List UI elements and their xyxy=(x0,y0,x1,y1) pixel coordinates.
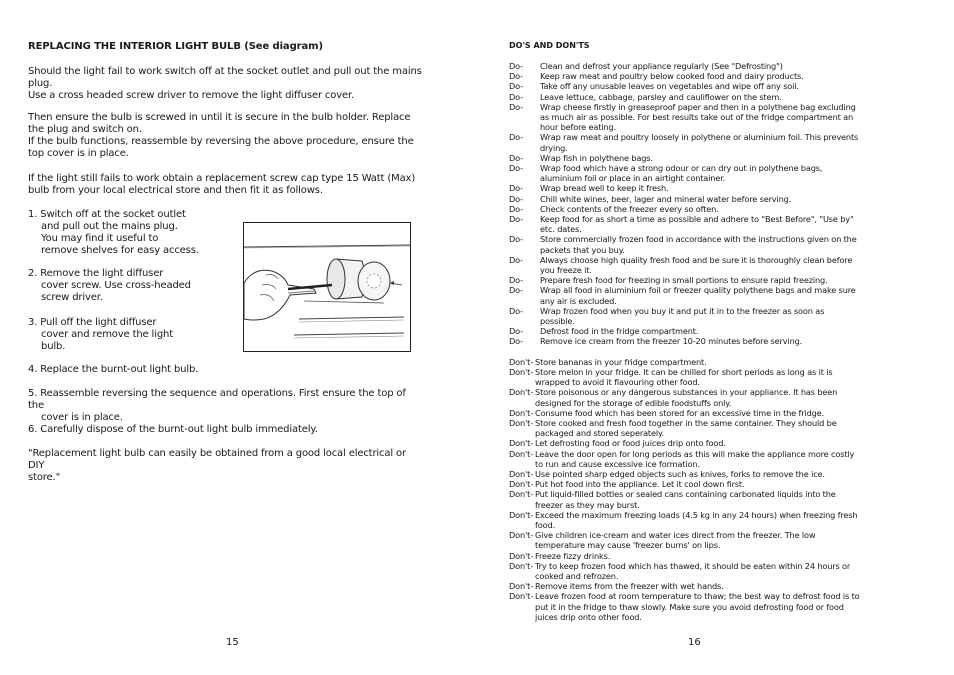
closing-line: store." xyxy=(28,472,61,483)
dont-prefix: Don't- xyxy=(509,438,534,449)
step-2 xyxy=(28,268,228,304)
do-text: Always choose high quality fresh food and be sure it is thoroughly clean before you freeze it. xyxy=(540,254,853,276)
right-page xyxy=(477,0,954,675)
para-text: Then ensure the bulb is screwed in until it is secure in the bulb holder. Replace the plug and switch on. xyxy=(28,112,411,135)
dont-item xyxy=(509,479,861,489)
step-text: cover is in place. xyxy=(41,412,123,423)
dont-item xyxy=(509,449,861,469)
section-title: REPLACING THE INTERIOR LIGHT BULB (See diagram) xyxy=(28,41,323,52)
step-4 xyxy=(28,364,423,376)
do-item xyxy=(509,255,861,275)
do-text: Prepare fresh food for freezing in small portions to ensure rapid freezing. xyxy=(540,275,828,286)
dont-text: Put liquid-filled bottles or sealed cans containing carbonated liquids into the freezer as they may burst. xyxy=(535,489,836,510)
dont-prefix: Don't- xyxy=(509,468,534,479)
dont-text: Store melon in your fridge. It can be chilled for short periods as long as it is wrapped to avoid it flavouring other food. xyxy=(535,366,833,388)
do-text: Keep raw meat and poultry below cooked food and dairy products. xyxy=(540,71,804,82)
light-bulb-diagram xyxy=(243,222,411,352)
do-prefix: Do- xyxy=(509,326,523,337)
do-text: Keep food for as short a time as possible and adhere to "Best Before", "Use by" etc. dates. xyxy=(540,214,854,235)
closing-line: "Replacement light bulb can easily be obtained from a good local electrical or DIY xyxy=(28,448,406,471)
do-text: Store commercially frozen food in accordance with the instructions given on the packets that you buy. xyxy=(540,234,857,255)
dont-prefix: Don't- xyxy=(509,591,534,602)
paragraph xyxy=(28,112,423,160)
para-text: Use a cross headed screw driver to remove the light diffuser cover. xyxy=(28,90,355,101)
step-6 xyxy=(28,424,423,436)
dont-item xyxy=(509,418,861,438)
diagram-illustration xyxy=(244,223,410,351)
do-prefix: Do- xyxy=(509,254,523,265)
do-text: Leave lettuce, cabbage, parsley and cauliflower on the stem. xyxy=(540,91,782,102)
do-item xyxy=(509,275,861,285)
dont-prefix: Don't- xyxy=(509,489,534,500)
page-number: 16 xyxy=(688,637,701,648)
step-text: 1. Switch off at the socket outlet xyxy=(28,209,186,220)
do-item xyxy=(509,183,861,193)
dont-item xyxy=(509,357,861,367)
do-item xyxy=(509,326,861,336)
paragraph: If the light still fails to work obtain a replacement screw cap type 15 Watt (Max) bulb from your local electrical store and then fit it as follows. xyxy=(28,173,416,196)
do-text: Wrap food which have a strong odour or can dry out in polythene bags, aluminium foil or place in an airtight container. xyxy=(540,163,823,184)
step-text: screw driver. xyxy=(41,292,103,303)
dont-prefix: Don't- xyxy=(509,366,534,377)
do-prefix: Do- xyxy=(509,132,523,143)
step-3 xyxy=(28,317,228,353)
do-item xyxy=(509,204,861,214)
do-text: Check contents of the freezer every so often. xyxy=(540,203,719,214)
dont-text: Use pointed sharp edged objects such as knives, forks to remove the ice. xyxy=(535,468,825,479)
dont-prefix: Don't- xyxy=(509,417,534,428)
do-item xyxy=(509,132,861,152)
dont-prefix: Don't- xyxy=(509,581,534,592)
do-prefix: Do- xyxy=(509,203,523,214)
dont-item xyxy=(509,438,861,448)
step-text: cover screw. Use cross-headed xyxy=(41,280,191,291)
dont-item xyxy=(509,530,861,550)
do-text: Clean and defrost your appliance regularly (See "Defrosting") xyxy=(540,61,783,71)
step-text: remove shelves for easy access. xyxy=(41,245,199,256)
do-item xyxy=(509,285,861,305)
dont-prefix: Don't- xyxy=(509,530,534,541)
step-5 xyxy=(28,388,423,424)
dont-text: Consume food which has been stored for an excessive time in the fridge. xyxy=(535,407,825,418)
section-title: DO'S AND DON'TS xyxy=(509,41,590,50)
dont-prefix: Don't- xyxy=(509,560,534,571)
dont-item xyxy=(509,489,861,509)
dont-prefix: Don't- xyxy=(509,356,534,367)
do-item xyxy=(509,153,861,163)
dont-item xyxy=(509,408,861,418)
step-text: bulb. xyxy=(41,341,66,352)
dont-prefix: Don't- xyxy=(509,448,534,459)
step-text: You may find it useful to xyxy=(41,233,159,244)
dont-text: Store cooked and fresh food together in the same container. They should be packaged and stored seperately. xyxy=(535,417,837,439)
do-prefix: Do- xyxy=(509,81,523,92)
do-text: Wrap frozen food when you buy it and put it in to the freezer as soon as possible. xyxy=(540,305,825,327)
do-prefix: Do- xyxy=(509,275,523,286)
dont-item xyxy=(509,387,861,407)
do-item xyxy=(509,92,861,102)
dont-prefix: Don't- xyxy=(509,479,534,490)
dont-text: Try to keep frozen food which has thawed, it should be eaten within 24 hours or cooked and refrozen. xyxy=(535,560,851,581)
dont-text: Freeze fizzy drinks. xyxy=(535,550,611,561)
do-item xyxy=(509,194,861,204)
do-text: Chill white wines, beer, lager and mineral water before serving. xyxy=(540,193,792,204)
dont-item xyxy=(509,551,861,561)
dont-text: Leave frozen food at room temperature to thaw; the best way to defrost food is to put it in the fridge to thaw slowly. Make sure you avoid defrosting food or food juices drip onto other food. xyxy=(535,591,860,622)
do-item xyxy=(509,81,861,91)
do-item xyxy=(509,102,861,133)
do-text: Wrap all food in aluminium foil or freezer quality polythene bags and make sure any air is excluded. xyxy=(540,285,856,306)
do-item xyxy=(509,306,861,326)
step-text: cover and remove the light xyxy=(41,329,173,340)
do-item xyxy=(509,71,861,81)
dont-text: Store poisonous or any dangerous substances in your appliance. It has been designed for the storage of edible foodstuffs only. xyxy=(535,387,838,408)
do-prefix: Do- xyxy=(509,193,523,204)
step-text: 2. Remove the light diffuser xyxy=(28,268,164,279)
paragraph xyxy=(28,66,423,102)
para-text: If the bulb functions, reassemble by reversing the above procedure, ensure the top cover is in place. xyxy=(28,136,414,159)
dont-text: Store bananas in your fridge compartment. xyxy=(535,356,707,367)
do-prefix: Do- xyxy=(509,234,523,245)
dont-item xyxy=(509,581,861,591)
do-text: Wrap bread well to keep it fresh. xyxy=(540,183,669,194)
dont-text: Give children ice-cream and water ices direct from the freezer. The low temperature may cause 'freezer burns' on lips. xyxy=(535,530,816,551)
do-text: Wrap cheese firstly in greaseproof paper and then in a polythene bag excluding as much air as possible. For best results take out of the fridge compartment an hour before eating. xyxy=(540,101,856,133)
do-item xyxy=(509,336,861,346)
do-prefix: Do- xyxy=(509,183,523,194)
do-prefix: Do- xyxy=(509,101,523,112)
do-item xyxy=(509,234,861,254)
dont-prefix: Don't- xyxy=(509,407,534,418)
do-text: Wrap fish in polythene bags. xyxy=(540,152,653,163)
do-text: Take off any unusable leaves on vegetables and wipe off any soil. xyxy=(540,81,799,92)
dont-item xyxy=(509,510,861,530)
do-prefix: Do- xyxy=(509,285,523,296)
do-prefix: Do- xyxy=(509,163,523,174)
dont-item xyxy=(509,469,861,479)
dont-item xyxy=(509,561,861,581)
dont-text: Leave the door open for long periods as this will make the appliance more costly to run and cause excessive ice formation. xyxy=(535,448,855,469)
dont-text: Let defrosting food or food juices drip onto food. xyxy=(535,438,726,449)
do-prefix: Do- xyxy=(509,336,523,347)
do-prefix: Do- xyxy=(509,152,523,163)
do-text: Remove ice cream from the freezer 10-20 minutes before serving. xyxy=(540,336,803,347)
dont-text: Exceed the maximum freezing loads (4.5 kg in any 24 hours) when freezing fresh food. xyxy=(535,509,858,530)
list-spacer xyxy=(509,347,861,357)
do-prefix: Do- xyxy=(509,91,523,102)
do-prefix: Do- xyxy=(509,214,523,225)
dont-prefix: Don't- xyxy=(509,550,534,561)
step-1 xyxy=(28,209,228,257)
do-prefix: Do- xyxy=(509,61,523,71)
do-text: Wrap raw meat and poultry loosely in polythene or aluminium foil. This prevents drying. xyxy=(540,132,859,153)
dont-prefix: Don't- xyxy=(509,387,534,398)
step-text: and pull out the mains plug. xyxy=(41,221,178,232)
step-text: 4. Replace the burnt-out light bulb. xyxy=(28,364,199,375)
dos-and-donts-list xyxy=(509,61,861,622)
dont-text: Remove items from the freezer with wet hands. xyxy=(535,581,724,592)
dont-item xyxy=(509,591,861,622)
do-item xyxy=(509,61,861,71)
dont-item xyxy=(509,367,861,387)
step-text: 3. Pull off the light diffuser xyxy=(28,317,157,328)
do-item xyxy=(509,214,861,234)
step-text: 5. Reassemble reversing the sequence and operations. First ensure the top of the xyxy=(28,388,406,411)
page-number: 15 xyxy=(226,637,239,648)
do-prefix: Do- xyxy=(509,71,523,82)
do-prefix: Do- xyxy=(509,305,523,316)
step-text: 6. Carefully dispose of the burnt-out light bulb immediately. xyxy=(28,424,318,435)
do-text: Defrost food in the fridge compartment. xyxy=(540,326,699,337)
dont-text: Put hot food into the appliance. Let it cool down first. xyxy=(535,479,745,490)
para-text: Should the light fail to work switch off at the socket outlet and pull out the mains plug. xyxy=(28,66,422,89)
dont-prefix: Don't- xyxy=(509,509,534,520)
do-item xyxy=(509,163,861,183)
